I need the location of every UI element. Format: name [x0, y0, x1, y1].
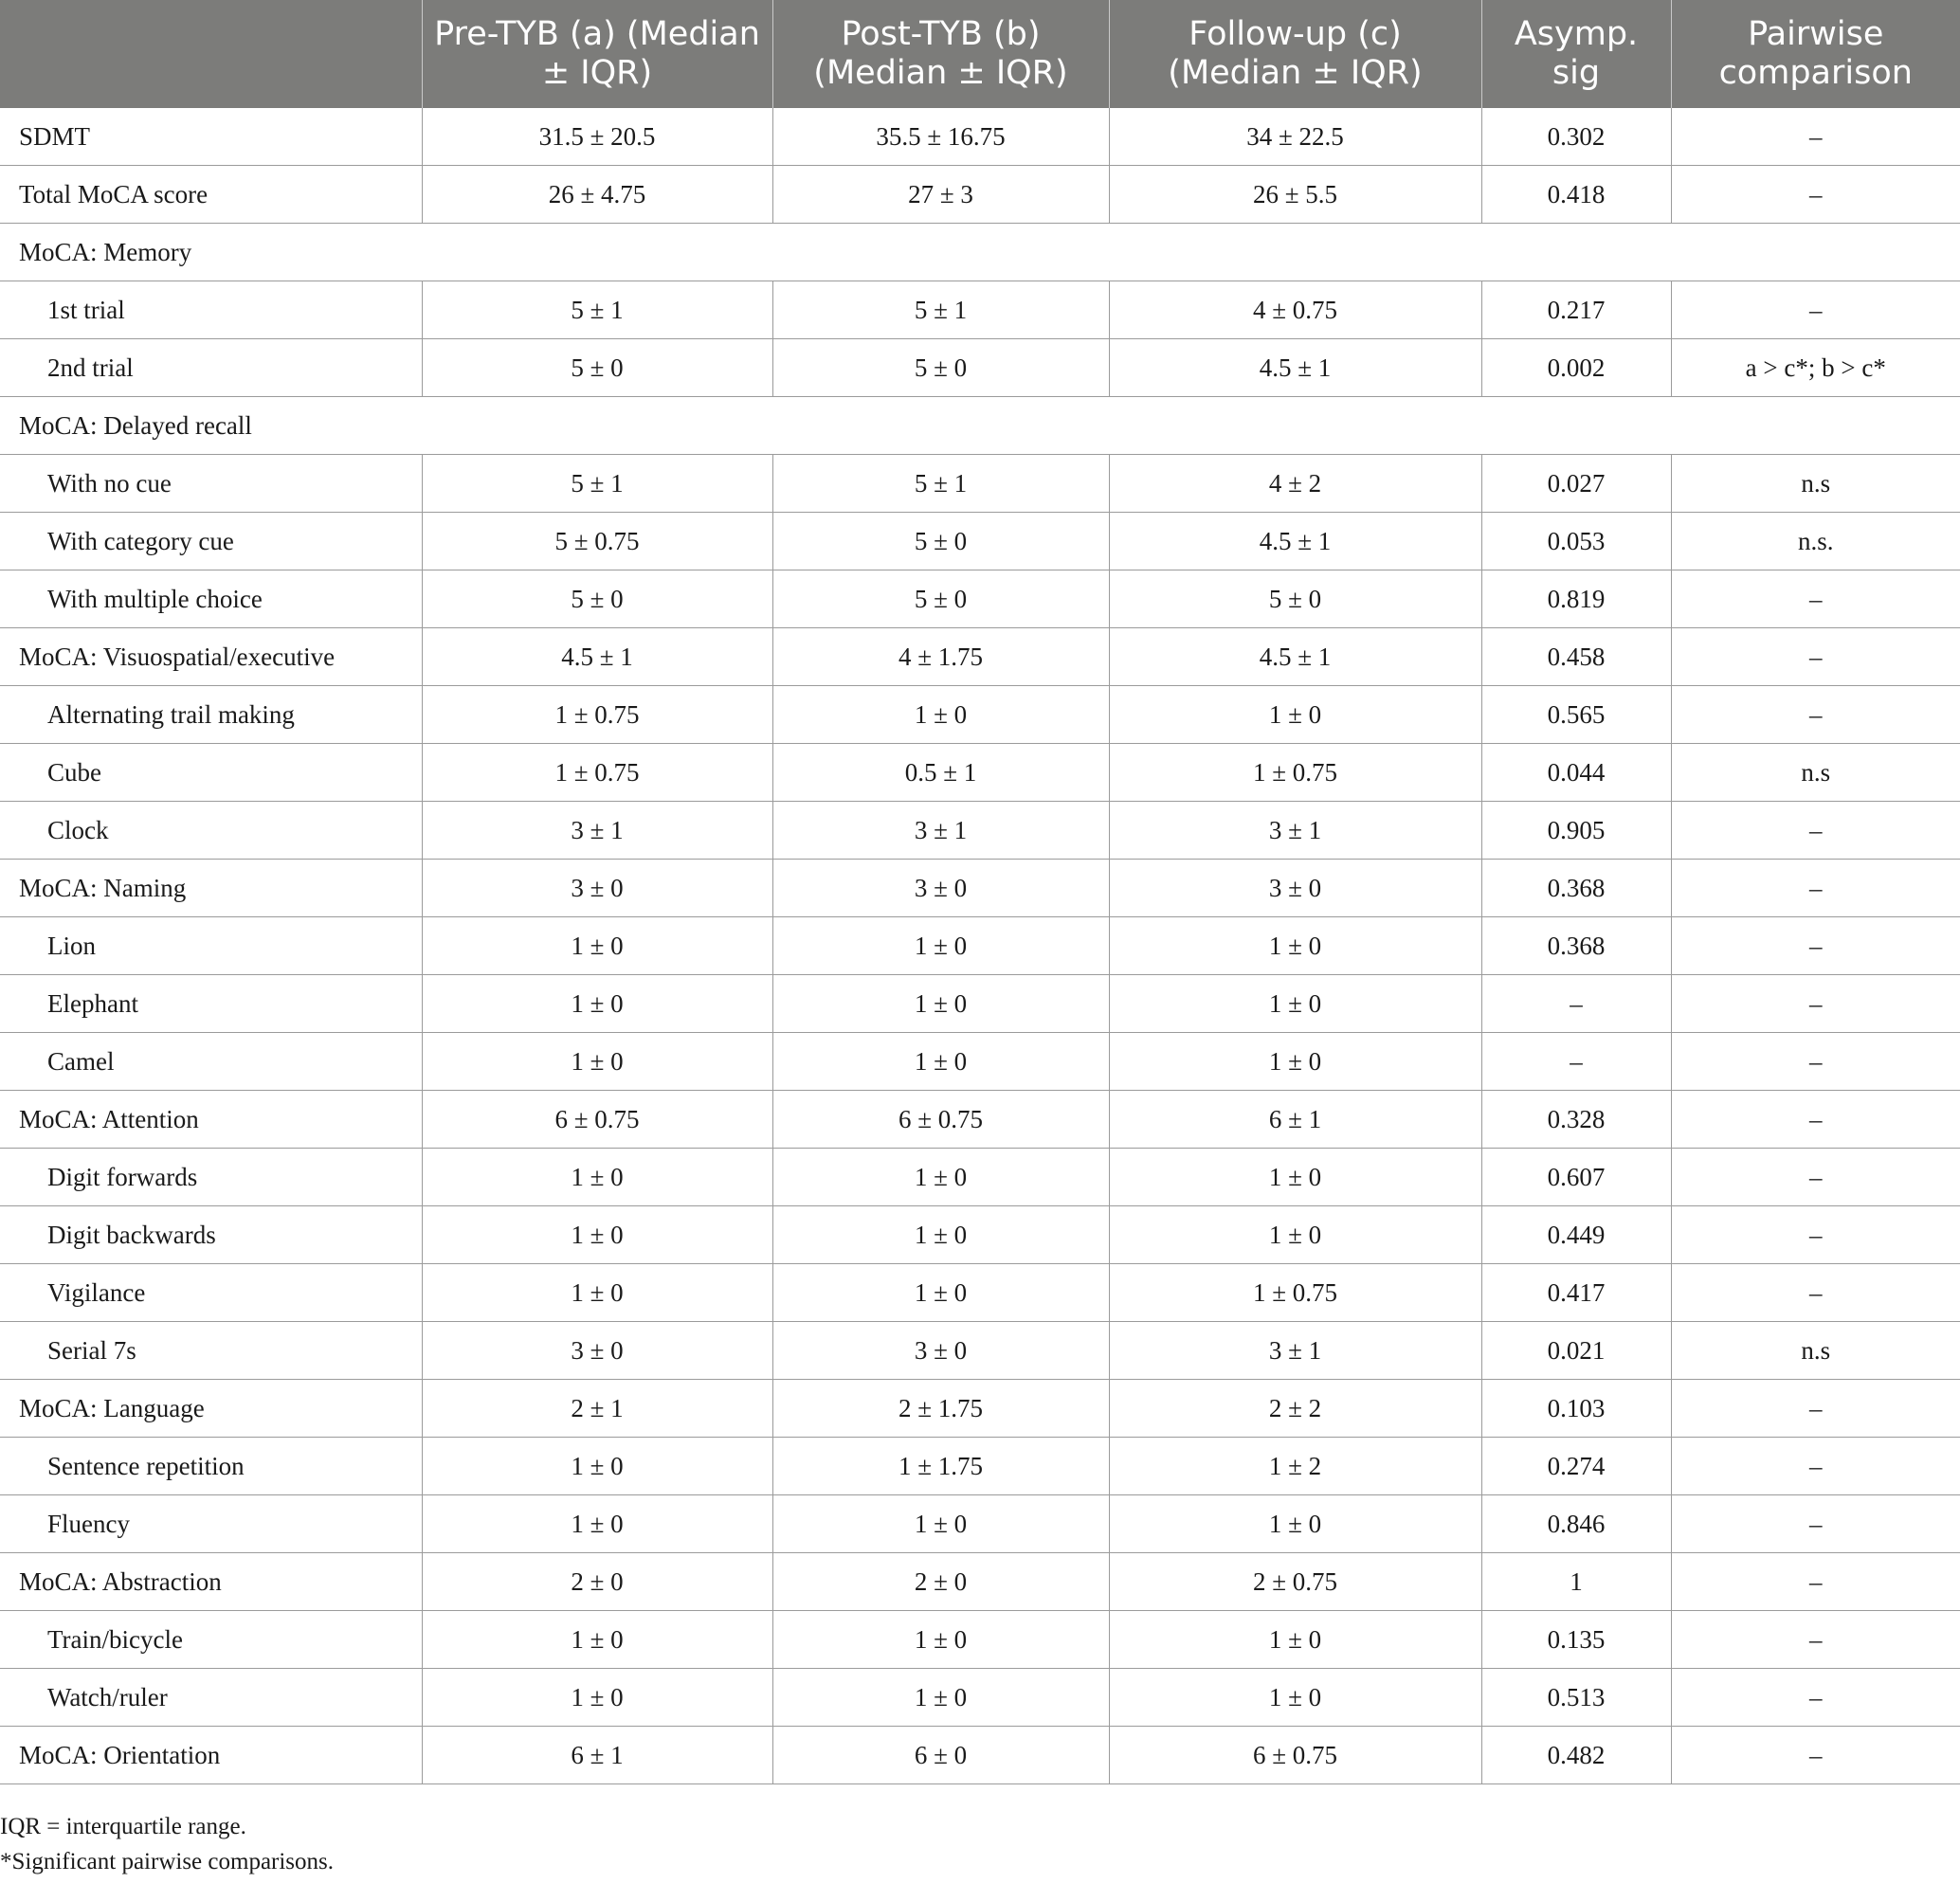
row-label: Total MoCA score: [0, 166, 422, 224]
row-label: Clock: [0, 802, 422, 860]
section-label: MoCA: Delayed recall: [0, 397, 1960, 455]
post-tyb-value: 27 ± 3: [772, 166, 1109, 224]
pre-tyb-value: 1 ± 0.75: [422, 744, 772, 802]
row-label: Vigilance: [0, 1264, 422, 1322]
post-tyb-value: 1 ± 0: [772, 1206, 1109, 1264]
pre-tyb-value: 1 ± 0: [422, 1611, 772, 1669]
follow-up-value: 2 ± 2: [1109, 1380, 1481, 1438]
follow-up-value: 3 ± 1: [1109, 802, 1481, 860]
asymp-sig-value: 0.449: [1481, 1206, 1671, 1264]
follow-up-value: 4 ± 0.75: [1109, 281, 1481, 339]
pairwise-value: –: [1671, 802, 1960, 860]
post-tyb-value: 6 ± 0: [772, 1727, 1109, 1784]
section-row: [0, 224, 1960, 281]
row-label: SDMT: [0, 108, 422, 166]
pairwise-value: –: [1671, 1380, 1960, 1438]
pairwise-value: n.s: [1671, 744, 1960, 802]
asymp-sig-value: 0.021: [1481, 1322, 1671, 1380]
section-row: [0, 397, 1960, 455]
post-tyb-value: 1 ± 0: [772, 975, 1109, 1033]
row-label: MoCA: Language: [0, 1380, 422, 1438]
pairwise-value: –: [1671, 975, 1960, 1033]
table-row: [0, 455, 1960, 513]
follow-up-value: 1 ± 0: [1109, 1033, 1481, 1091]
table-row: [0, 513, 1960, 570]
pre-tyb-value: 31.5 ± 20.5: [422, 108, 772, 166]
table-row: [0, 1149, 1960, 1206]
asymp-sig-value: 0.368: [1481, 917, 1671, 975]
post-tyb-value: 6 ± 0.75: [772, 1091, 1109, 1149]
pairwise-value: –: [1671, 1149, 1960, 1206]
follow-up-value: 4.5 ± 1: [1109, 339, 1481, 397]
table-row: [0, 975, 1960, 1033]
table-row: [0, 1727, 1960, 1784]
row-label: MoCA: Abstraction: [0, 1553, 422, 1611]
table-footnotes: [0, 1809, 334, 1879]
post-tyb-value: 5 ± 0: [772, 570, 1109, 628]
pairwise-value: –: [1671, 917, 1960, 975]
asymp-sig-value: 0.274: [1481, 1438, 1671, 1495]
table-body: [0, 108, 1960, 1784]
post-tyb-value: 1 ± 0: [772, 1669, 1109, 1727]
asymp-sig-value: 1: [1481, 1553, 1671, 1611]
pairwise-value: n.s.: [1671, 513, 1960, 570]
table-row: [0, 628, 1960, 686]
pairwise-value: –: [1671, 1206, 1960, 1264]
pre-tyb-value: 2 ± 0: [422, 1553, 772, 1611]
row-label: With multiple choice: [0, 570, 422, 628]
header-pairwise: Pairwise comparison: [1671, 0, 1960, 108]
pairwise-value: –: [1671, 108, 1960, 166]
asymp-sig-value: 0.002: [1481, 339, 1671, 397]
row-label: MoCA: Visuospatial/executive: [0, 628, 422, 686]
row-label: MoCA: Orientation: [0, 1727, 422, 1784]
pairwise-value: –: [1671, 1264, 1960, 1322]
pre-tyb-value: 5 ± 0: [422, 339, 772, 397]
pairwise-value: –: [1671, 1727, 1960, 1784]
pre-tyb-value: 5 ± 0.75: [422, 513, 772, 570]
pre-tyb-value: 5 ± 0: [422, 570, 772, 628]
follow-up-value: 1 ± 0: [1109, 1669, 1481, 1727]
asymp-sig-value: 0.905: [1481, 802, 1671, 860]
row-label: Elephant: [0, 975, 422, 1033]
asymp-sig-value: 0.217: [1481, 281, 1671, 339]
table-row: [0, 1322, 1960, 1380]
post-tyb-value: 1 ± 0: [772, 1149, 1109, 1206]
table-row: [0, 166, 1960, 224]
pre-tyb-value: 1 ± 0: [422, 1438, 772, 1495]
post-tyb-value: 1 ± 0: [772, 917, 1109, 975]
pre-tyb-value: 4.5 ± 1: [422, 628, 772, 686]
asymp-sig-value: 0.846: [1481, 1495, 1671, 1553]
pre-tyb-value: 5 ± 1: [422, 455, 772, 513]
post-tyb-value: 2 ± 0: [772, 1553, 1109, 1611]
pre-tyb-value: 6 ± 1: [422, 1727, 772, 1784]
asymp-sig-value: 0.482: [1481, 1727, 1671, 1784]
follow-up-value: 6 ± 1: [1109, 1091, 1481, 1149]
pairwise-value: –: [1671, 1495, 1960, 1553]
follow-up-value: 4.5 ± 1: [1109, 513, 1481, 570]
row-label: Digit backwards: [0, 1206, 422, 1264]
pre-tyb-value: 1 ± 0: [422, 917, 772, 975]
row-label: MoCA: Naming: [0, 860, 422, 917]
header-pre-tyb: Pre-TYB (a) (Median ± IQR): [422, 0, 772, 108]
footnote-significance: *Significant pairwise comparisons.: [0, 1849, 335, 1874]
follow-up-value: 1 ± 0: [1109, 917, 1481, 975]
table-row: [0, 1380, 1960, 1438]
pairwise-value: –: [1671, 570, 1960, 628]
pairwise-value: n.s: [1671, 1322, 1960, 1380]
table-row: [0, 108, 1960, 166]
asymp-sig-value: 0.135: [1481, 1611, 1671, 1669]
post-tyb-value: 0.5 ± 1: [772, 744, 1109, 802]
table-row: [0, 744, 1960, 802]
row-label: Sentence repetition: [0, 1438, 422, 1495]
follow-up-value: 4.5 ± 1: [1109, 628, 1481, 686]
table-row: [0, 1264, 1960, 1322]
post-tyb-value: 5 ± 1: [772, 281, 1109, 339]
asymp-sig-value: 0.607: [1481, 1149, 1671, 1206]
row-label: Watch/ruler: [0, 1669, 422, 1727]
pre-tyb-value: 1 ± 0: [422, 1669, 772, 1727]
asymp-sig-value: 0.302: [1481, 108, 1671, 166]
pre-tyb-value: 3 ± 1: [422, 802, 772, 860]
pre-tyb-value: 1 ± 0.75: [422, 686, 772, 744]
header-label-col: [0, 0, 422, 108]
pairwise-value: –: [1671, 281, 1960, 339]
row-label: With no cue: [0, 455, 422, 513]
pairwise-value: a > c*; b > c*: [1671, 339, 1960, 397]
row-label: Fluency: [0, 1495, 422, 1553]
post-tyb-value: 1 ± 0: [772, 1033, 1109, 1091]
table-header: [0, 0, 1960, 108]
pre-tyb-value: 2 ± 1: [422, 1380, 772, 1438]
follow-up-value: 1 ± 0: [1109, 1611, 1481, 1669]
table-row: [0, 1091, 1960, 1149]
asymp-sig-value: 0.819: [1481, 570, 1671, 628]
pre-tyb-value: 26 ± 4.75: [422, 166, 772, 224]
post-tyb-value: 3 ± 0: [772, 1322, 1109, 1380]
follow-up-value: 2 ± 0.75: [1109, 1553, 1481, 1611]
table-row: [0, 802, 1960, 860]
table-row: [0, 1206, 1960, 1264]
row-label: Serial 7s: [0, 1322, 422, 1380]
asymp-sig-value: 0.044: [1481, 744, 1671, 802]
pairwise-value: –: [1671, 628, 1960, 686]
pre-tyb-value: 3 ± 0: [422, 860, 772, 917]
follow-up-value: 34 ± 22.5: [1109, 108, 1481, 166]
asymp-sig-value: 0.328: [1481, 1091, 1671, 1149]
pairwise-value: –: [1671, 166, 1960, 224]
asymp-sig-value: 0.053: [1481, 513, 1671, 570]
follow-up-value: 1 ± 0: [1109, 1206, 1481, 1264]
post-tyb-value: 5 ± 1: [772, 455, 1109, 513]
follow-up-value: 1 ± 0.75: [1109, 744, 1481, 802]
follow-up-value: 1 ± 0: [1109, 686, 1481, 744]
asymp-sig-value: 0.565: [1481, 686, 1671, 744]
table-row: [0, 917, 1960, 975]
row-label: Alternating trail making: [0, 686, 422, 744]
table-row: [0, 1553, 1960, 1611]
follow-up-value: 26 ± 5.5: [1109, 166, 1481, 224]
table-row: [0, 1495, 1960, 1553]
header-follow-up: Follow-up (c) (Median ± IQR): [1109, 0, 1481, 108]
asymp-sig-value: 0.418: [1481, 166, 1671, 224]
post-tyb-value: 1 ± 0: [772, 1264, 1109, 1322]
pairwise-value: n.s: [1671, 455, 1960, 513]
pre-tyb-value: 1 ± 0: [422, 1495, 772, 1553]
row-label: Camel: [0, 1033, 422, 1091]
row-label: Digit forwards: [0, 1149, 422, 1206]
follow-up-value: 3 ± 1: [1109, 1322, 1481, 1380]
post-tyb-value: 1 ± 1.75: [772, 1438, 1109, 1495]
pairwise-value: –: [1671, 1611, 1960, 1669]
post-tyb-value: 2 ± 1.75: [772, 1380, 1109, 1438]
post-tyb-value: 4 ± 1.75: [772, 628, 1109, 686]
pre-tyb-value: 5 ± 1: [422, 281, 772, 339]
follow-up-value: 3 ± 0: [1109, 860, 1481, 917]
follow-up-value: 1 ± 0: [1109, 975, 1481, 1033]
asymp-sig-value: –: [1481, 975, 1671, 1033]
follow-up-value: 1 ± 0: [1109, 1149, 1481, 1206]
asymp-sig-value: 0.417: [1481, 1264, 1671, 1322]
pairwise-value: –: [1671, 1033, 1960, 1091]
row-label: Cube: [0, 744, 422, 802]
pre-tyb-value: 6 ± 0.75: [422, 1091, 772, 1149]
follow-up-value: 5 ± 0: [1109, 570, 1481, 628]
pairwise-value: –: [1671, 1438, 1960, 1495]
table-row: [0, 570, 1960, 628]
row-label: Lion: [0, 917, 422, 975]
pairwise-value: –: [1671, 1669, 1960, 1727]
pre-tyb-value: 1 ± 0: [422, 1149, 772, 1206]
pre-tyb-value: 1 ± 0: [422, 1206, 772, 1264]
pairwise-value: –: [1671, 686, 1960, 744]
row-label: 2nd trial: [0, 339, 422, 397]
follow-up-value: 4 ± 2: [1109, 455, 1481, 513]
pairwise-value: –: [1671, 1091, 1960, 1149]
table-row: [0, 281, 1960, 339]
pre-tyb-value: 3 ± 0: [422, 1322, 772, 1380]
header-row: [0, 0, 1960, 108]
asymp-sig-value: 0.027: [1481, 455, 1671, 513]
row-label: 1st trial: [0, 281, 422, 339]
section-label: MoCA: Memory: [0, 224, 1960, 281]
follow-up-value: 1 ± 0.75: [1109, 1264, 1481, 1322]
asymp-sig-value: 0.103: [1481, 1380, 1671, 1438]
post-tyb-value: 1 ± 0: [772, 686, 1109, 744]
table-row: [0, 860, 1960, 917]
header-asymp-sig: Asymp. sig: [1481, 0, 1671, 108]
follow-up-value: 6 ± 0.75: [1109, 1727, 1481, 1784]
post-tyb-value: 5 ± 0: [772, 513, 1109, 570]
pairwise-value: –: [1671, 860, 1960, 917]
header-post-tyb: Post-TYB (b) (Median ± IQR): [772, 0, 1109, 108]
pairwise-value: –: [1671, 1553, 1960, 1611]
post-tyb-value: 3 ± 1: [772, 802, 1109, 860]
asymp-sig-value: 0.513: [1481, 1669, 1671, 1727]
post-tyb-value: 3 ± 0: [772, 860, 1109, 917]
asymp-sig-value: –: [1481, 1033, 1671, 1091]
asymp-sig-value: 0.368: [1481, 860, 1671, 917]
row-label: MoCA: Attention: [0, 1091, 422, 1149]
table-row: [0, 1611, 1960, 1669]
table-row: [0, 1669, 1960, 1727]
footnote-iqr: IQR = interquartile range.: [0, 1814, 246, 1839]
table-row: [0, 686, 1960, 744]
table-row: [0, 339, 1960, 397]
post-tyb-value: 35.5 ± 16.75: [772, 108, 1109, 166]
table-row: [0, 1438, 1960, 1495]
follow-up-value: 1 ± 2: [1109, 1438, 1481, 1495]
follow-up-value: 1 ± 0: [1109, 1495, 1481, 1553]
post-tyb-value: 1 ± 0: [772, 1611, 1109, 1669]
row-label: With category cue: [0, 513, 422, 570]
pre-tyb-value: 1 ± 0: [422, 1033, 772, 1091]
post-tyb-value: 5 ± 0: [772, 339, 1109, 397]
post-tyb-value: 1 ± 0: [772, 1495, 1109, 1553]
row-label: Train/bicycle: [0, 1611, 422, 1669]
pre-tyb-value: 1 ± 0: [422, 1264, 772, 1322]
pre-tyb-value: 1 ± 0: [422, 975, 772, 1033]
table-row: [0, 1033, 1960, 1091]
asymp-sig-value: 0.458: [1481, 628, 1671, 686]
